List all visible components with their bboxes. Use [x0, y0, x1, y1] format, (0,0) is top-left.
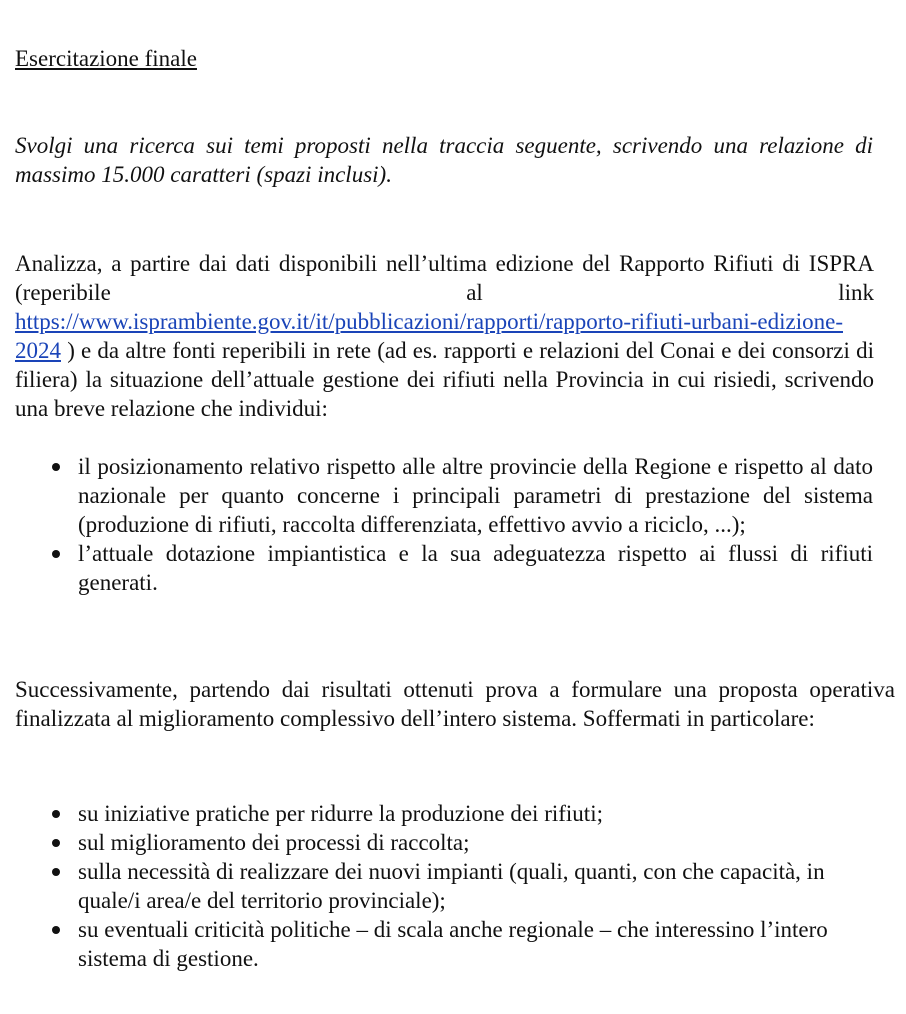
intro-paragraph: Svolgi una ricerca sui temi proposti nella traccia seguente, scrivendo una relazione di massimo 15.000 caratteri (spazi inclusi). — [15, 133, 873, 187]
list-item: sul miglioramento dei processi di raccolta; — [15, 828, 855, 857]
proposal-bullet-list — [15, 799, 855, 973]
analysis-bullet-list — [15, 452, 873, 597]
page-title: Esercitazione finale — [15, 46, 197, 71]
analysis-first-lines: Analizza, a partire dai dati disponibili nell’ultima edizione del Rapporto Rifiuti di ISPRA (reperibile al link — [15, 251, 874, 305]
proposal-paragraph: Successivamente, partendo dai risultati ottenuti prova a formulare una proposta operativa finalizzata al miglioramento complessivo dell’intero sistema. Soffermati in particolare: — [15, 677, 895, 731]
analysis-paragraph — [15, 249, 874, 423]
list-item: sulla necessità di realizzare dei nuovi impianti (quali, quanti, con che capacità, in quale/i area/e del territorio provinciale); — [15, 857, 855, 915]
list-item: l’attuale dotazione impiantistica e la sua adeguatezza rispetto ai flussi di rifiuti generati. — [15, 539, 873, 597]
analysis-continuation: ) e da altre fonti reperibili in rete (ad es. rapporti e relazioni del Conai e dei consorzi di filiera) la situazione dell’attuale gestione dei rifiuti nella Provincia in cui risiedi, scrivendo una breve relazione che individui: — [15, 338, 874, 421]
list-item: il posizionamento relativo rispetto alle altre provincie della Regione e rispetto al dato nazionale per quanto concerne i principali parametri di prestazione del sistema (produzione di rifiuti, raccolta differenziata, effettivo avvio a riciclo, ...); — [15, 452, 873, 539]
list-item: su eventuali criticità politiche – di scala anche regionale – che interessino l’intero sistema di gestione. — [15, 915, 855, 973]
isprambiente-report-link[interactable]: https://www.isprambiente.gov.it/it/pubblicazioni/rapporti/rapporto-rifiuti-urbani-edizione-2024 — [15, 309, 843, 363]
list-item: su iniziative pratiche per ridurre la produzione dei rifiuti; — [15, 799, 855, 828]
